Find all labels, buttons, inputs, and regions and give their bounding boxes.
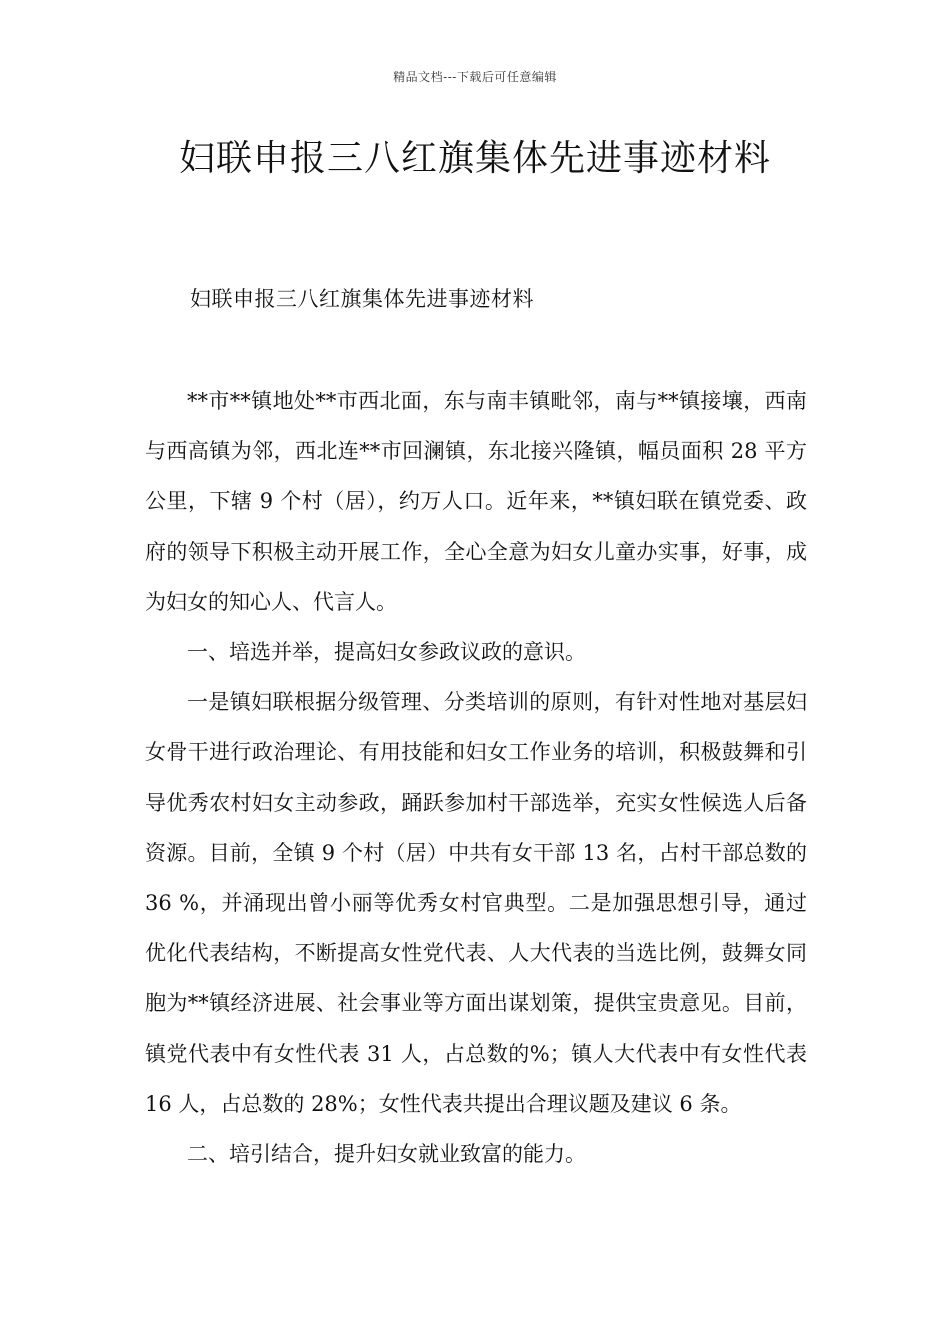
document-subtitle: 妇联申报三八红旗集体先进事迹材料 [190, 287, 534, 311]
document-title: 妇联申报三八红旗集体先进事迹材料 [178, 138, 771, 179]
section-heading-2: 二、培引结合，提升妇女就业致富的能力。 [187, 1142, 586, 1167]
section-heading-1: 一、培选并举，提高妇女参政议政的意识。 [187, 640, 586, 665]
header-note: 精品文档---下载后可任意编辑 [393, 70, 557, 84]
paragraph-section-1: 一是镇妇联根据分级管理、分类培训的原则，有针对性地对基层妇女骨干进行政治理论、有用技能和妇女工作业务的培训，积极鼓舞和引导优秀农村妇女主动参政，踊跃参加村干部选举，充实女性候选人后备资源。目前，全镇 9 个村（居）中共有女干部 13 名，占村干部总数的 36 %，并涌现出曾小丽等优秀女村官典型。二是加强思想引导，通过优化代表结构，不断提高女性党代表、人大代表的当选比例，鼓舞女同胞为**镇经济进展、社会事业等方面出谋划策，提供宝贵意见。目前，镇党代表中有女性代表 31 人，占总数的%；镇人大代表中有女性代表 16 人，占总数的 28%；女性代表共提出合理议题及建议 6 条。 [145, 690, 807, 1116]
document-body [145, 376, 807, 1179]
paragraph-intro: **市**镇地处**市西北面，东与南丰镇毗邻，南与**镇接壤，西南与西高镇为邻，西北连**市回澜镇，东北接兴隆镇，幅员面积 28 平方公里，下辖 9 个村（居），约万人口。近年来，**镇妇联在镇党委、政府的领导下积极主动开展工作，全心全意为妇女儿童办实事，好事，成为妇女的知心人、代言人。 [145, 389, 807, 614]
